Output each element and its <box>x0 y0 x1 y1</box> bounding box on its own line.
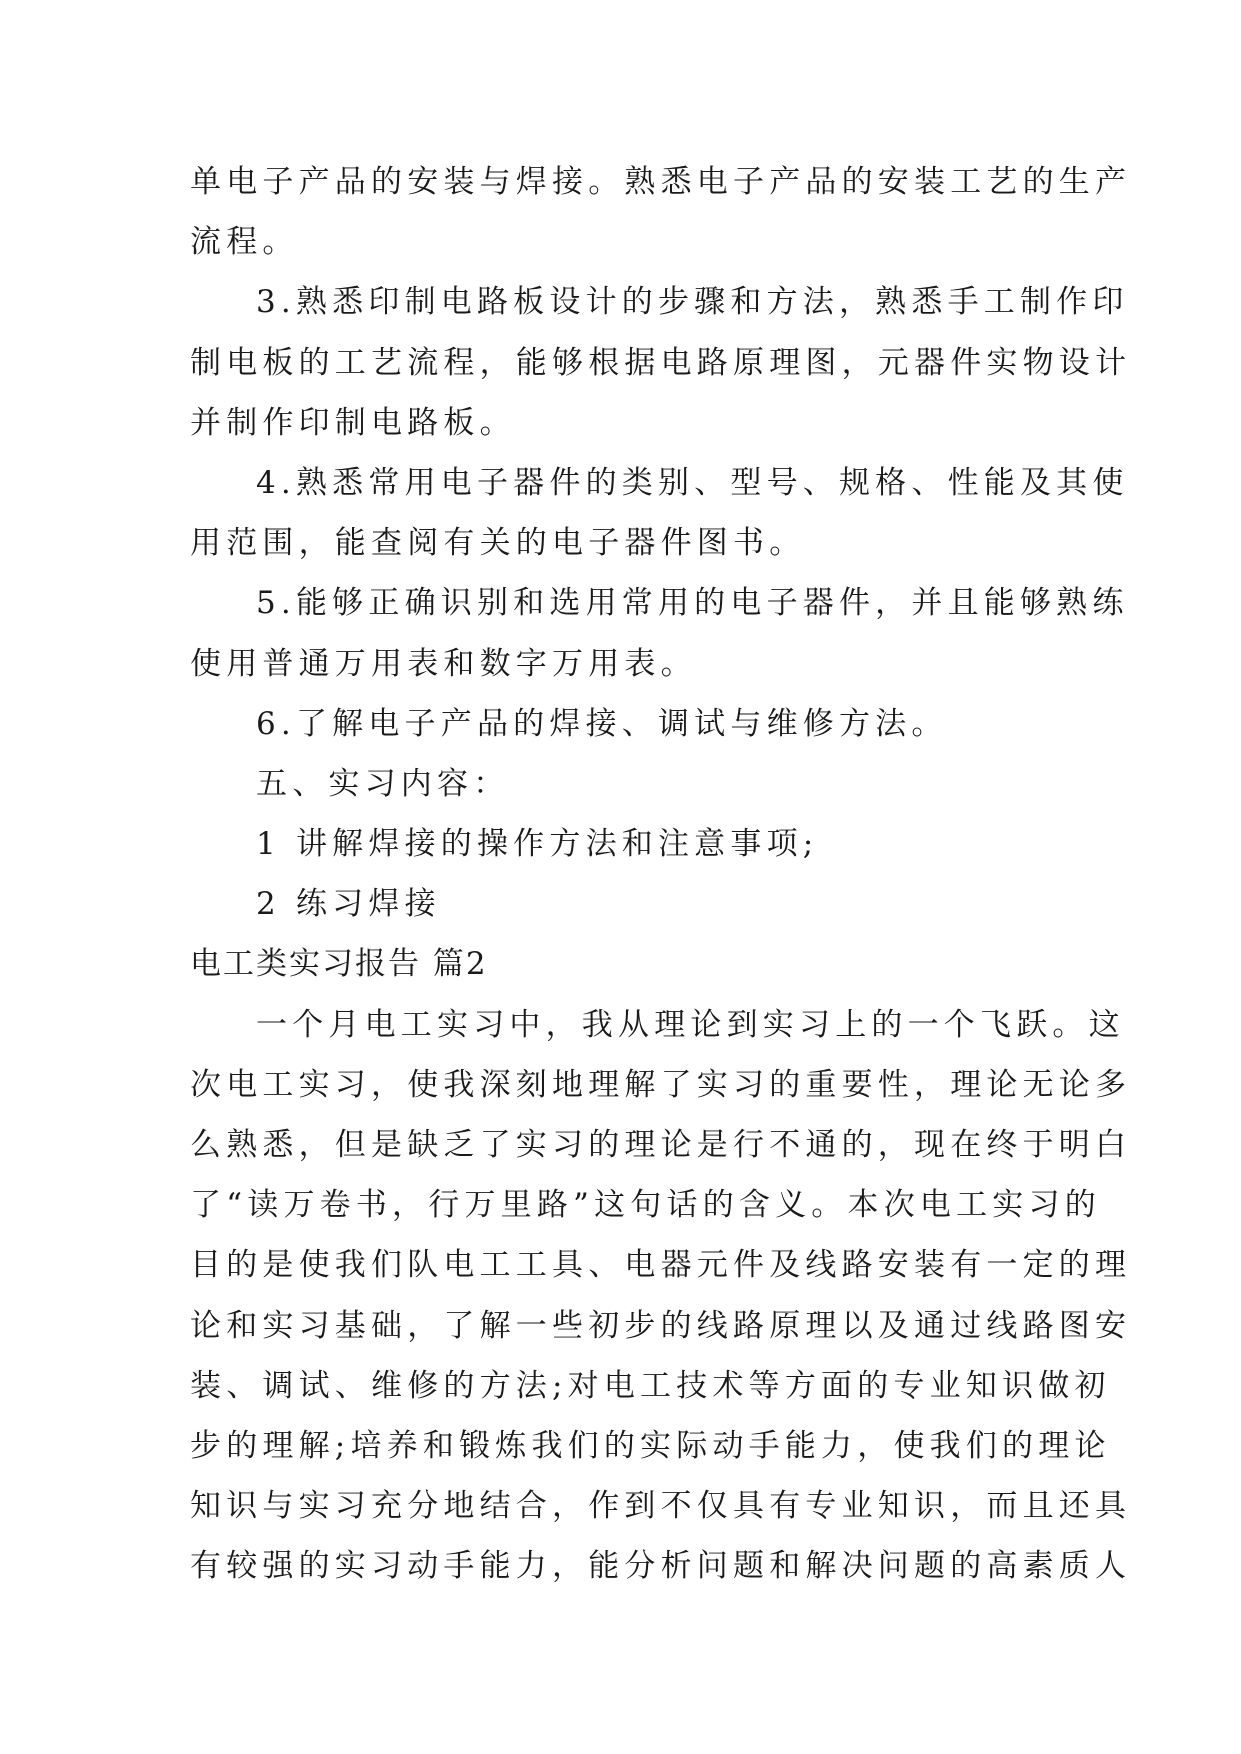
text-line: 并制作印制电路板。 <box>190 404 516 441</box>
text-line: 用范围，能查阅有关的电子器件图书。 <box>190 525 806 562</box>
list-item: 3.熟悉印制电路板设计的步骤和方法，熟悉手工制作印 <box>256 284 1129 321</box>
text-line: 单电子产品的安装与焊接。熟悉电子产品的安装工艺的生产 <box>190 164 1132 200</box>
text-line: 制电板的工艺流程，能够根据电路原理图，元器件实物设计 <box>190 344 1132 381</box>
paragraph-line: 知识与实习充分地结合，作到不仅具有专业知识，而且还具 <box>190 1488 1132 1525</box>
paragraph-line: 次电工实习，使我深刻地理解了实习的重要性，理论无论多 <box>190 1066 1132 1103</box>
list-item: 4.熟悉常用电子器件的类别、型号、规格、性能及其使 <box>256 464 1129 501</box>
paragraph-line: 么熟悉，但是缺乏了实习的理论是行不通的，现在终于明白 <box>190 1127 1132 1163</box>
paragraph-line: 一个月电工实习中，我从理论到实习上的一个飞跃。这 <box>256 1006 1125 1043</box>
list-item: 5.能够正确识别和选用常用的电子器件，并且能够熟练 <box>256 585 1129 622</box>
report-title: 电工类实习报告 篇2 <box>190 946 488 983</box>
document-body <box>190 152 1132 1597</box>
text-line: 使用普通万用表和数字万用表。 <box>190 645 697 682</box>
text-line: 流程。 <box>190 224 299 261</box>
list-item: 2 练习焊接 <box>256 886 441 923</box>
paragraph-line: 步的理解;培养和锻炼我们的实际动手能力，使我们的理论 <box>190 1427 1111 1464</box>
paragraph-line: 了“读万卷书，行万里路”这句话的含义。本次电工实习的 <box>190 1187 1101 1224</box>
paragraph-line: 论和实习基础，了解一些初步的线路原理以及通过线路图安 <box>190 1307 1132 1344</box>
section-heading: 五、实习内容： <box>256 765 510 802</box>
paragraph-line: 目的是使我们队电工工具、电器元件及线路安装有一定的理 <box>190 1247 1132 1284</box>
paragraph-line: 有较强的实习动手能力，能分析问题和解决问题的高素质人 <box>190 1548 1132 1585</box>
list-item: 1 讲解焊接的操作方法和注意事项; <box>256 826 819 863</box>
list-item: 6.了解电子产品的焊接、调试与维修方法。 <box>256 705 948 742</box>
paragraph-line: 装、调试、维修的方法;对电工技术等方面的专业知识做初 <box>190 1367 1111 1404</box>
